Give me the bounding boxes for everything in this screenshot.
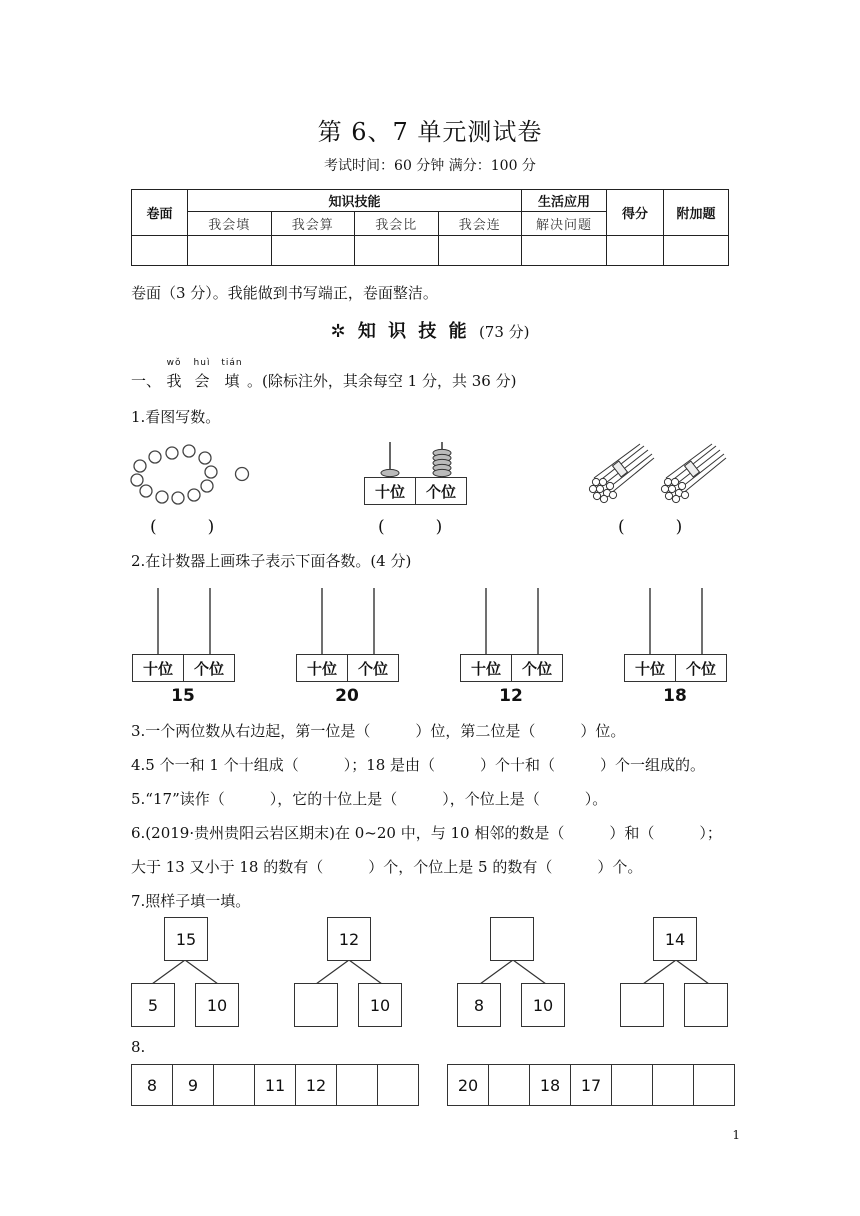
tens-label: 十位 xyxy=(461,655,512,681)
q5-text[interactable]: 5.“17”读作（ ），它的十位上是（ ），个位上是（ ）。 xyxy=(131,790,608,808)
answer-blank[interactable]: ( ) xyxy=(378,517,443,537)
q3-text[interactable]: 3.一个两位数从右边起，第一位是（ ）位，第二位是（ ）位。 xyxy=(131,722,626,740)
tree-right-box: 10 xyxy=(521,983,565,1027)
part1-char: 我 xyxy=(166,372,182,390)
section-header xyxy=(0,317,860,343)
counter-number: 18 xyxy=(663,686,687,706)
part1-char: 会 xyxy=(194,372,210,390)
strip-cell[interactable] xyxy=(214,1065,255,1105)
section-points: (73 分) xyxy=(478,323,530,341)
tree-right-box: 10 xyxy=(195,983,239,1027)
strip-cell: 8 xyxy=(132,1065,173,1105)
tens-label: 十位 xyxy=(297,655,348,681)
ones-label: 个位 xyxy=(425,482,456,501)
tree-left-box[interactable] xyxy=(294,983,338,1027)
part1-header xyxy=(131,358,517,391)
strip-cell: 9 xyxy=(173,1065,214,1105)
shenghuo-header: 生活应用 xyxy=(522,190,607,212)
score-cell[interactable] xyxy=(522,236,607,266)
sub-header: 我会算 xyxy=(271,212,355,236)
score-cell[interactable] xyxy=(188,236,272,266)
q4-text[interactable]: 4.5 个一和 1 个十组成（ ）；18 是由（ ）个十和（ ）个一组成的。 xyxy=(131,756,706,774)
counter-number: 15 xyxy=(171,686,195,706)
abacus-figure xyxy=(362,440,470,480)
score-cell[interactable] xyxy=(132,236,188,266)
tree-left-box[interactable] xyxy=(620,983,664,1027)
answer-blank[interactable]: ( ) xyxy=(618,517,683,537)
strip-cell[interactable] xyxy=(612,1065,653,1105)
part1-prefix: 一、 xyxy=(131,372,162,390)
tens-label: 十位 xyxy=(133,655,184,681)
section-label: 知 识 技 能 xyxy=(357,321,470,342)
strip-cell[interactable] xyxy=(337,1065,378,1105)
strip-cell[interactable] xyxy=(378,1065,418,1105)
juanmian-header: 卷面 xyxy=(132,190,188,236)
neatness-note: 卷面（3 分）。我能做到书写端正，卷面整洁。 xyxy=(131,284,438,302)
tree-left-box: 5 xyxy=(131,983,175,1027)
flower-icon: ✲ xyxy=(330,321,349,342)
fujia-header: 附加题 xyxy=(664,190,729,236)
score-cell[interactable] xyxy=(438,236,522,266)
strip-cell: 11 xyxy=(255,1065,296,1105)
counter-label[interactable] xyxy=(624,654,727,682)
q8-text: 8. xyxy=(131,1038,146,1056)
stick-bundles-figure xyxy=(584,442,730,504)
tree-right-box[interactable] xyxy=(684,983,728,1027)
q2-text: 2.在计数器上画珠子表示下面各数。(4 分) xyxy=(131,552,412,570)
tree-top-box: 15 xyxy=(164,917,208,961)
ones-label: 个位 xyxy=(193,659,224,678)
abacus-label xyxy=(364,477,467,505)
tree-top-box: 14 xyxy=(653,917,697,961)
pinyin: tián xyxy=(221,358,243,368)
sub-header: 我会填 xyxy=(188,212,272,236)
counter-label[interactable] xyxy=(132,654,235,682)
counter-label[interactable] xyxy=(296,654,399,682)
strip-cell[interactable] xyxy=(653,1065,694,1105)
circles-figure xyxy=(128,442,258,506)
strip-cell[interactable] xyxy=(694,1065,734,1105)
tree-top-box[interactable] xyxy=(490,917,534,961)
score-cell[interactable] xyxy=(664,236,729,266)
defen-header: 得分 xyxy=(607,190,664,236)
tens-label: 十位 xyxy=(365,478,416,504)
counter-number: 20 xyxy=(335,686,359,706)
counter-label[interactable] xyxy=(460,654,563,682)
ones-label: 个位 xyxy=(521,659,552,678)
page-number: 1 xyxy=(732,1128,740,1142)
strip-cell: 20 xyxy=(448,1065,489,1105)
ones-label: 个位 xyxy=(685,659,716,678)
page-title: 第 6、7 单元测试卷 xyxy=(317,118,543,146)
pinyin: wǒ xyxy=(166,358,182,368)
sub-header: 我会比 xyxy=(355,212,439,236)
strip-cell: 12 xyxy=(296,1065,337,1105)
strip-cell[interactable] xyxy=(489,1065,530,1105)
strip-cell: 17 xyxy=(571,1065,612,1105)
zhishi-header: 知识技能 xyxy=(188,190,522,212)
score-table xyxy=(131,189,729,266)
ones-label: 个位 xyxy=(357,659,388,678)
sub-header: 解决问题 xyxy=(522,212,607,236)
strip-cell: 18 xyxy=(530,1065,571,1105)
tree-top-box: 12 xyxy=(327,917,371,961)
q7-text: 7.照样子填一填。 xyxy=(131,892,251,910)
tree-right-box: 10 xyxy=(358,983,402,1027)
part1-suffix: 。(除标注外，其余每空 1 分，共 36 分) xyxy=(247,372,517,390)
q6-text-cont[interactable]: 大于 13 又小于 18 的数有（ ）个，个位上是 5 的数有（ ）个。 xyxy=(131,858,643,876)
counter-number: 12 xyxy=(499,686,523,706)
tree-left-box: 8 xyxy=(457,983,501,1027)
pinyin: huì xyxy=(193,358,211,368)
tree-branches xyxy=(130,956,730,986)
number-strip-1 xyxy=(131,1064,419,1106)
score-cell[interactable] xyxy=(607,236,664,266)
q1-text: 1.看图写数。 xyxy=(131,408,221,426)
answer-blank[interactable]: ( ) xyxy=(150,517,215,537)
tens-label: 十位 xyxy=(625,655,676,681)
q6-text[interactable]: 6.(2019·贵州贵阳云岩区期末)在 0~20 中，与 10 相邻的数是（ ）和（ ）； xyxy=(131,824,722,842)
part1-char: 填 xyxy=(224,372,240,390)
score-cell[interactable] xyxy=(271,236,355,266)
sub-header: 我会连 xyxy=(438,212,522,236)
counter-rods xyxy=(130,588,730,656)
score-cell[interactable] xyxy=(355,236,439,266)
exam-info: 考试时间：60 分钟 满分：100 分 xyxy=(324,158,536,174)
number-strip-2 xyxy=(447,1064,735,1106)
